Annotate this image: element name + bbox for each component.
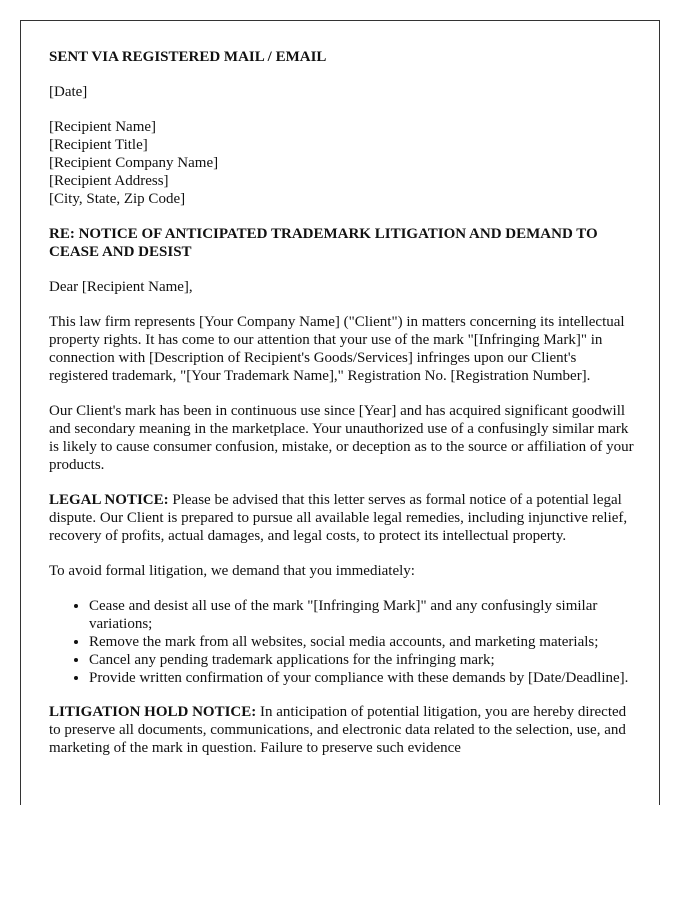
demand-list [49,597,635,687]
recipient-city: [City, State, Zip Code] [49,191,186,207]
recipient-name: [Recipient Name] [49,119,157,135]
list-item: • Provide written confirmation of your compliance with these demands by [Date/Deadline]. [89,669,635,687]
letter-body [49,48,635,774]
letter-page [20,20,660,805]
hold-notice-text: In anticipation of potential litigation, you are hereby directed to preserve all documents, communications, and electronic data related to the selection, use, and marketing of the mark in question. Failure to preserve such evidence [49,704,627,756]
list-item: • Cancel any pending trademark applications for the infringing mark; [89,651,635,669]
hold-notice-label: LITIGATION HOLD NOTICE: [49,704,257,720]
demand-intro: To avoid formal litigation, we demand that you immediately: [49,563,415,579]
salutation: Dear [Recipient Name], [49,279,193,295]
recipient-company: [Recipient Company Name] [49,155,219,171]
subject-line: RE: NOTICE OF ANTICIPATED TRADEMARK LITIGATION AND DEMAND TO CEASE AND DESIST [49,226,598,260]
recipient-title: [Recipient Title] [49,137,148,153]
litigation-hold-notice [49,703,635,757]
paragraph-goodwill: Our Client's mark has been in continuous use since [Year] and has acquired significant goodwill and secondary meaning in the marketplace. Your unauthorized use of a confusingly similar mark is likely to cause consumer confusion, mistake, or deception as to the source or affiliation of your products. [49,403,634,473]
date: [Date] [49,84,88,100]
list-item: • Cease and desist all use of the mark "[Infringing Mark]" and any confusingly similar variations; [89,597,635,633]
legal-notice-text: Please be advised that this letter serves as formal notice of a potential legal dispute. Our Client is prepared to pursue all available legal remedies, including injunctive relief, recovery of profits, actual damages, and legal costs, to protect its intellectual property. [49,492,628,544]
paragraph-representation: This law firm represents [Your Company Name] ("Client") in matters concerning its intellectual property rights. It has come to our attention that your use of the mark "[Infringing Mark]" in connection with [Description of Recipient's Goods/Services] infringes upon our Client's registered trademark, "[Your Trademark Name]," Registration No. [Registration Number]. [49,314,625,384]
legal-notice-label: LEGAL NOTICE: [49,492,169,508]
legal-notice [49,491,635,545]
delivery-header: SENT VIA REGISTERED MAIL / EMAIL [49,49,327,65]
recipient-block [49,118,635,208]
list-item: • Remove the mark from all websites, social media accounts, and marketing materials; [89,633,635,651]
recipient-address: [Recipient Address] [49,173,169,189]
